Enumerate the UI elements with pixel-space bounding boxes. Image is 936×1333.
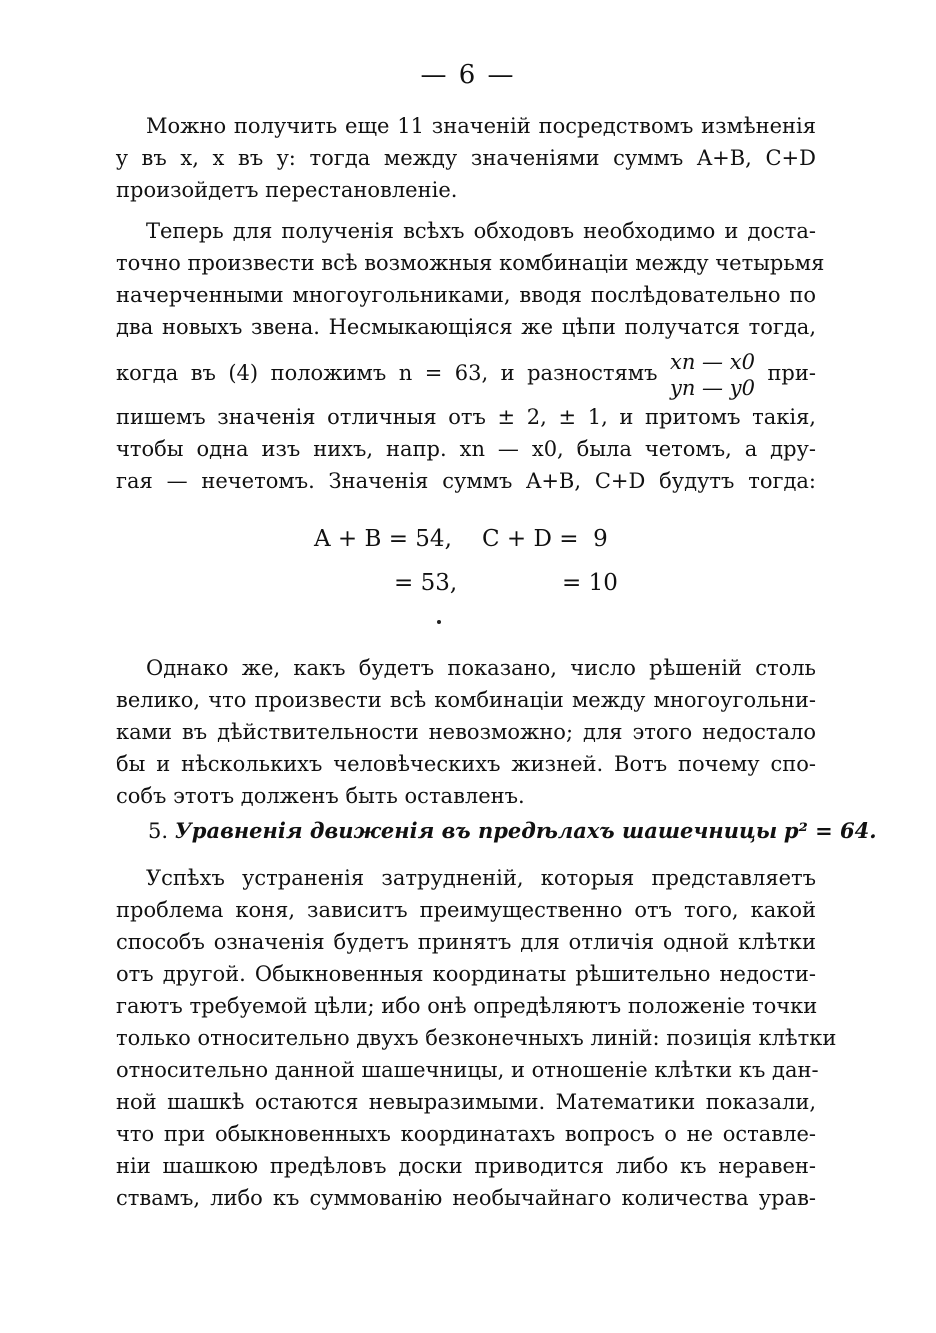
text-line: только относительно двухъ безконечныхъ линій: позиція клѣтки — [116, 1026, 837, 1050]
text-line: гая — нечетомъ. Значенія суммъ A+B, C+D будутъ тогда: — [116, 469, 816, 493]
paragraph-2 — [116, 215, 825, 497]
fraction-numerator: xn — x0 — [669, 349, 755, 374]
text-line: ной шашкѣ остаются невыразимыми. Математики показали, — [116, 1090, 816, 1114]
text-line: отъ другой. Обыкновенныя координаты рѣшительно недости- — [116, 962, 816, 986]
text-segment: при- — [767, 361, 816, 385]
page-number: — 6 — — [420, 60, 516, 90]
fraction-denominator: yn — y0 — [669, 375, 755, 400]
text-line: собъ этотъ долженъ быть оставленъ. — [116, 784, 525, 808]
text-line: Успѣхъ устраненія затрудненій, которыя представляетъ — [146, 866, 816, 890]
section-number: 5. — [148, 819, 169, 843]
text-line: произойдетъ перестановленіе. — [116, 178, 458, 202]
text-line: гаютъ требуемой цѣли; ибо онѣ опредѣляютъ положеніе точки — [116, 994, 818, 1018]
text-line: проблема коня, зависитъ преимущественно отъ того, какой — [116, 898, 816, 922]
paragraph-4 — [116, 862, 837, 1214]
paragraph-3 — [116, 652, 816, 812]
text-line: способъ означенія будетъ принятъ для отличія одной клѣтки — [116, 930, 816, 954]
paragraph-1 — [116, 110, 816, 206]
text-line: пишемъ значенія отличныя отъ ± 2, ± 1, и притомъ такія, — [116, 405, 816, 429]
text-line: Теперь для полученія всѣхъ обходовъ необходимо и доста- — [146, 219, 816, 243]
section-title: Уравненія движенія въ предѣлахъ шашечницы — [174, 818, 778, 843]
text-line: начерченными многоугольниками, вводя послѣдовательно по — [116, 283, 816, 307]
equation-row2-left: = 53, — [394, 570, 458, 596]
text-line: чтобы одна изъ нихъ, напр. xn — x0, была четомъ, а дру- — [116, 437, 816, 461]
text-line: два новыхъ звена. Несмыкающіяся же цѣпи получатся тогда, — [116, 315, 816, 339]
text-line: ствамъ, либо къ суммованію необычайнаго количества урав- — [116, 1186, 816, 1210]
equation-row2-right: = 10 — [562, 570, 618, 596]
section-formula: p² = 64. — [783, 818, 877, 843]
text-line: велико, что произвести всѣ комбинаціи между многоугольни- — [116, 688, 816, 712]
equation-row1-right: C + D = 9 — [482, 526, 608, 552]
ink-dot — [437, 620, 441, 624]
text-line: Однако же, какъ будетъ показано, число рѣшеній столь — [146, 656, 816, 680]
text-line: ками въ дѣйствительности невозможно; для этого недостало — [116, 720, 816, 744]
section-heading — [148, 818, 877, 843]
text-line: точно произвести всѣ возможныя комбинаціи между четырьмя — [116, 251, 825, 275]
text-line: относительно данной шашечницы, и отношеніе клѣтки къ дан- — [116, 1058, 819, 1082]
equation-row1-left: A + B = 54, — [314, 526, 452, 552]
text-segment: когда въ (4) положимъ n = 63, и разностямъ — [116, 361, 658, 385]
fraction-line — [116, 349, 816, 400]
text-line: что при обыкновенныхъ координатахъ вопросъ о не оставле- — [116, 1122, 816, 1146]
text-line: ніи шашкою предѣловъ доски приводится либо къ неравен- — [116, 1154, 816, 1178]
text-line: бы и нѣсколькихъ человѣческихъ жизней. Вотъ почему спо- — [116, 752, 816, 776]
difference-fraction — [670, 349, 755, 401]
text-line: y въ x, x въ y: тогда между значеніями суммъ A+B, C+D — [116, 146, 816, 170]
text-line: Можно получить еще 11 значеній посредствомъ измѣненія — [146, 114, 816, 138]
